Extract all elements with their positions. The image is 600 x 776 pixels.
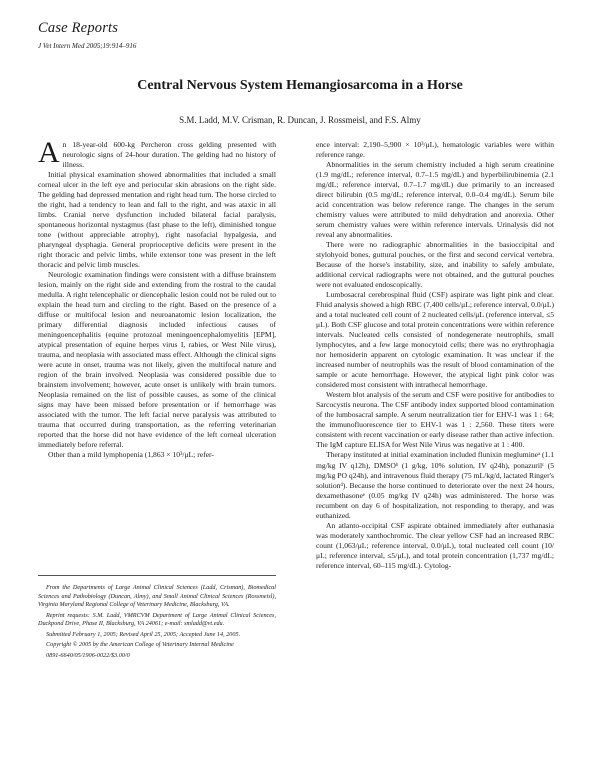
journal-citation: J Vet Intern Med 2005;19:914–916 [38,42,137,50]
postmortem-csf-paragraph: An atlanto-occipital CSF aspirate obtained immediately after euthanasia was moderately xanthochromic. The clear yellow CSF had an increased RBC count (1,063/μL; reference interval, 0.0/μL), total nucleated cell count (10/μL; reference interval, ≤5/μL), and total protein concentration (1,737 mg/dL; reference interval, 60–115 mg/dL). Cytolog- [316,520,554,570]
footnotes [38,584,276,660]
neurologic-exam-paragraph: Neurologic examination findings were consistent with a diffuse brainstem lesion, mainly on the right side and extending from the rostral to the caudal medulla. A right telencephalic or diencephalic lesion could not be ruled out to explain the head turn and circling to the right. Based on the presence of a diffuse or multifocal lesion and neuroanatomic lesion localization, the primary differential diagnosis included infectious causes of meningoencephalitis (equine protozoal meningoencephalomyelitis [EPM], atypical presentation of equine herpes virus I, rabies, or West Nile virus), trauma, and neoplasia with associated mass effect. Although the clinical signs were acute in onset, trauma was not likely, given the multifocal nature and region of the brain involved. Neoplasia was considered possible due to brainstem involvement; however, acute onset is unlikely with brain tumors. Neoplasia remained on the list of possible causes, as some of the clinical signs may have been missed before presentation or if hemorrhage was associated with the tumor. The left facial nerve paralysis was attributed to trauma that occurred during transportation, as the referring veterinarian reported that the horse did not have evidence of the left corneal ulceration immediately before referral. [38,270,276,450]
left-column [38,136,276,461]
article-title: Central Nervous System Hemangiosarcoma in a Horse [137,78,463,93]
intro-paragraph [38,136,276,170]
hematology-paragraph: ence interval: 2,190–5,900 × 10³/μL), hematologic variables were within reference range. [316,140,554,160]
dates-note: Submitted February 1, 2005; Revised April 25, 2005; Accepted June 14, 2005. [46,630,241,638]
serum-chemistry-paragraph: Abnormalities in the serum chemistry included a high serum creatinine (1.9 mg/dL; reference interval, 0.7–1.5 mg/dL) and hyperbilirubinemia (2.1 mg/dL; reference interval, 0.7–1.7 mg/dL) due primarily to an increased direct bilirubin (0.5 mg/dL; reference interval, 0.0–0.4 mg/dL). Serum bile acid concentration was below reference range. The changes in the serum chemistry values were attributed to mild dehydration and anorexia. Other serum chemistry values were within reference intervals. Urinalysis did not reveal any abnormalities. [316,160,554,240]
author-list: S.M. Ladd, M.V. Crisman, R. Duncan, J. Rossmeisl, and F.S. Almy [179,115,421,125]
right-column [316,140,554,571]
csf-analysis-paragraph: Lumbosacral cerebrospinal fluid (CSF) aspirate was light pink and clear. Fluid analysis showed a high RBC (7,400 cells/μL; reference interval, 0.0/μL) and a total nucleated cell count of 2 nucleated cells/μL (reference interval, ≤5 μL). Both CSF glucose and total protein concentrations were within reference intervals. Nucleated cells consisted of nondegenerate neutrophils, small lymphocytes, and a few large monocytoid cells; there was no erythrophagia nor hemosiderin apparent on cytologic examination. It was unclear if the increased number of neutrophils was the result of blood contamination of the sample or acute hemorrhage. However, the atypical light pink color was considered most consistent with intrathecal hemorrhage. [316,290,554,390]
serology-paragraph: Western blot analysis of the serum and CSF were positive for antibodies to Sarcocystis neurona. The CSF antibody index supported blood contamination of the lumbosacral sample. A serum neutralization tier for EHV-1 was 1 : 64; the immunofluorescence tier to EHV-1 was 1 : 2,560. These titers were consistent with recent vaccination or early disease rather than active infection. The IgM capture ELISA for West Nile Virus was negative at 1 : 400. [316,390,554,450]
doi-code-note: 0891-6640/05/1906-0022/$3.00/0 [46,651,130,659]
affiliation-note: From the Departments of Large Animal Clinical Sciences (Ladd, Crisman), Biomedical Sciences and Pathobiology (Duncan, Almy), and Small Animal Clinical Sciences (Rossmeisl), Virginia Maryland Regional College of Veterinary Medicine, Blacksburg, VA. [38,584,276,608]
drop-cap: A [38,136,60,169]
physical-exam-paragraph: Initial physical examination showed abnormalities that included a small corneal ulcer in the left eye and periocular skin abrasions on the right side. The gelding had depressed mentation and right head turn. The horse circled to the right, had a tendency to lean and fall to the right, and was ataxic in all limbs. Cranial nerve dysfunction included bilateral facial paralysis, spontaneous horizontal nystagmus (fast phase to the left), diminished tongue tone (without appreciable atrophy), right nasofacial hypalgesia, and pharyngeal dysphagia. General proprioceptive deficits were present in the right thoracic and pelvic limbs, while extensor tone was present in the left thoracic and pelvic limb muscles. [38,170,276,270]
section-heading: Case Reports [38,20,119,36]
lymphopenia-paragraph: Other than a mild lymphopenia (1,863 × 10³/μL; refer- [48,450,214,460]
intro-text: n 18-year-old 600-kg Percheron cross gelding presented with neurologic signs of 24-hour duration. The gelding had no history of illness. [62,140,276,170]
radiography-paragraph: There were no radiographic abnormalities in the basioccipital and stylohyoid bones, guttural pouches, or the first and second cervical vertebra. Because of the horse's instability, size, and inability to safely ambulate, additional cervical radiographs were not obtained, and the guttural pouches were not evaluated endoscopically. [316,240,554,290]
footnote-divider [38,575,276,576]
reprint-note: Reprint requests: S.M. Ladd, VMRCVM Department of Large Animal Clinical Sciences, Duckpond Drive, Phase II, Blacksburg, VA 24061; e-mail: smladd@vt.edu. [38,611,276,627]
copyright-note: Copyright © 2005 by the American College of Veterinary Internal Medicine [46,641,234,648]
therapy-paragraph: Therapy instituted at initial examination included flunixin meglumineᵃ (1.1 mg/kg IV q12h), DMSOᵇ (1 g/kg, 10% solution, IV q24h), ponazurilᶜ (5 mg/kg PO q24h), and intravenous fluid therapy (75 mL/kg/d, lactated Ringer's solutionᵈ). Because the horse continued to deteriorate over the next 24 hours, dexamethasoneᵉ (0.05 mg/kg IV q24h) was administered. The horse was recumbent on day 6 of hospitalization, not responding to therapy, and was euthanized. [316,450,554,520]
